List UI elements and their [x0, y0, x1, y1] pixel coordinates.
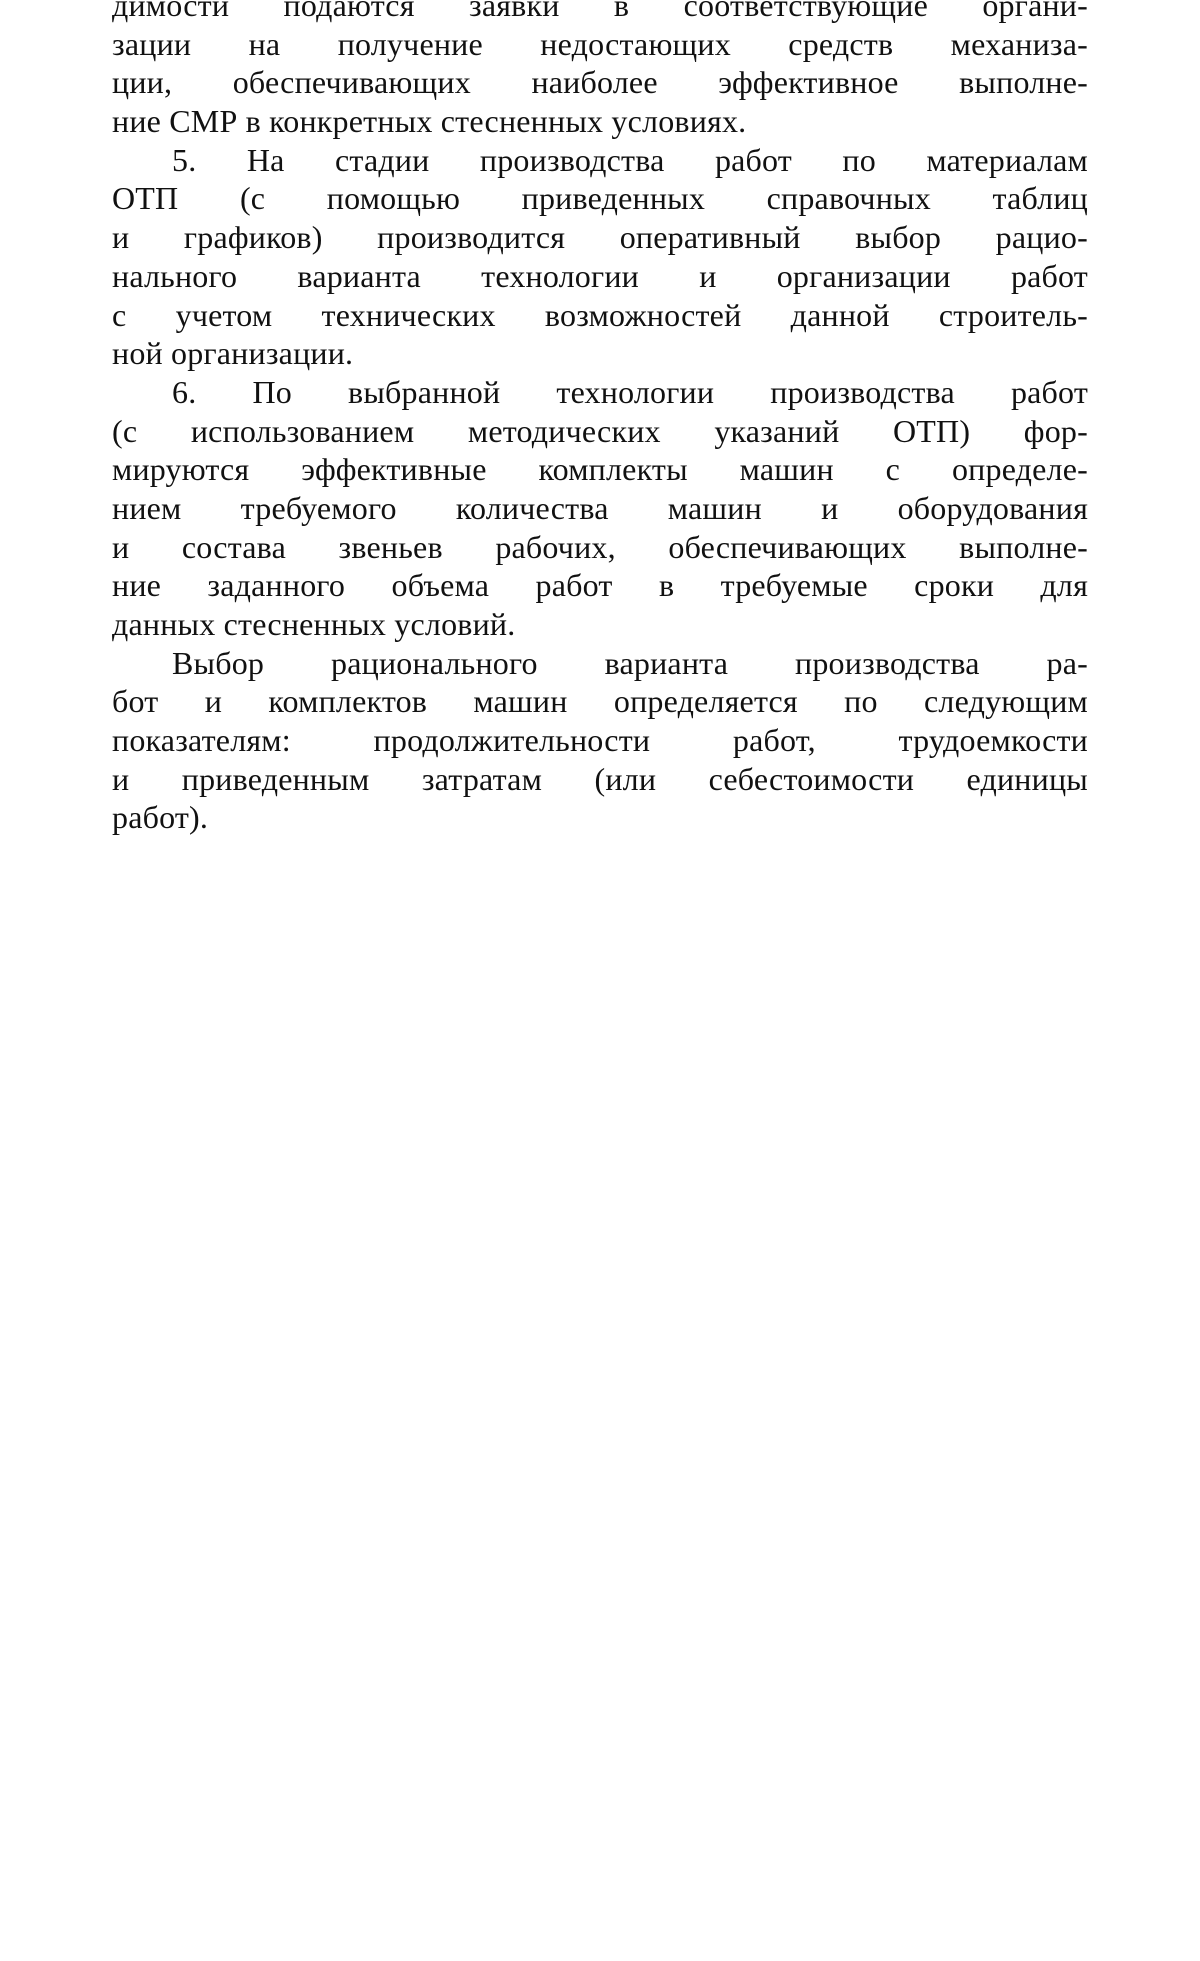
- text-line: ние СМР в конкретных стесненных условиях.: [112, 103, 747, 140]
- text-line: ной организации.: [112, 335, 354, 372]
- text-line: Выбор рационального варианта производства ра-: [172, 644, 1088, 681]
- text-line: мируются эффективные комплекты машин с определе-: [112, 451, 1088, 488]
- text-line: и приведенным затратам (или себестоимости единицы: [112, 760, 1088, 797]
- text-line: нием требуемого количества машин и оборудования: [112, 489, 1088, 526]
- text-line: и состава звеньев рабочих, обеспечивающих выполне-: [112, 528, 1088, 565]
- text-line: 6. По выбранной технологии производства работ: [172, 373, 1088, 410]
- text-line: зации на получение недостающих средств механиза-: [112, 25, 1088, 62]
- paragraph-item-5: [112, 141, 1088, 373]
- body-text: [112, 0, 1088, 837]
- text-line: 5. На стадии производства работ по материалам: [172, 141, 1088, 178]
- text-line: ции, обеспечивающих наиболее эффективное выполне-: [112, 64, 1088, 101]
- text-line: данных стесненных условий.: [112, 606, 516, 642]
- paragraph-continuation: [112, 0, 1088, 141]
- text-line: показателям: продолжительности работ, трудоемкости: [112, 722, 1088, 759]
- paragraph-item-6: [112, 373, 1088, 644]
- text-line: бот и комплектов машин определяется по следующим: [112, 683, 1088, 720]
- text-line: ОТП (с помощью приведенных справочных таблиц: [112, 180, 1088, 217]
- text-line: работ).: [112, 799, 209, 836]
- text-line: (с использованием методических указаний ОТП) фор-: [112, 412, 1088, 449]
- text-line: димости подаются заявки в соответствующие органи-: [112, 0, 1088, 23]
- text-line: нального варианта технологии и организации работ: [112, 257, 1088, 294]
- text-line: с учетом технических возможностей данной строитель-: [112, 296, 1088, 333]
- paragraph-summary: [112, 644, 1088, 837]
- text-line: и графиков) производится оперативный выбор рацио-: [112, 219, 1088, 256]
- text-line: ние заданного объема работ в требуемые сроки для: [112, 567, 1088, 604]
